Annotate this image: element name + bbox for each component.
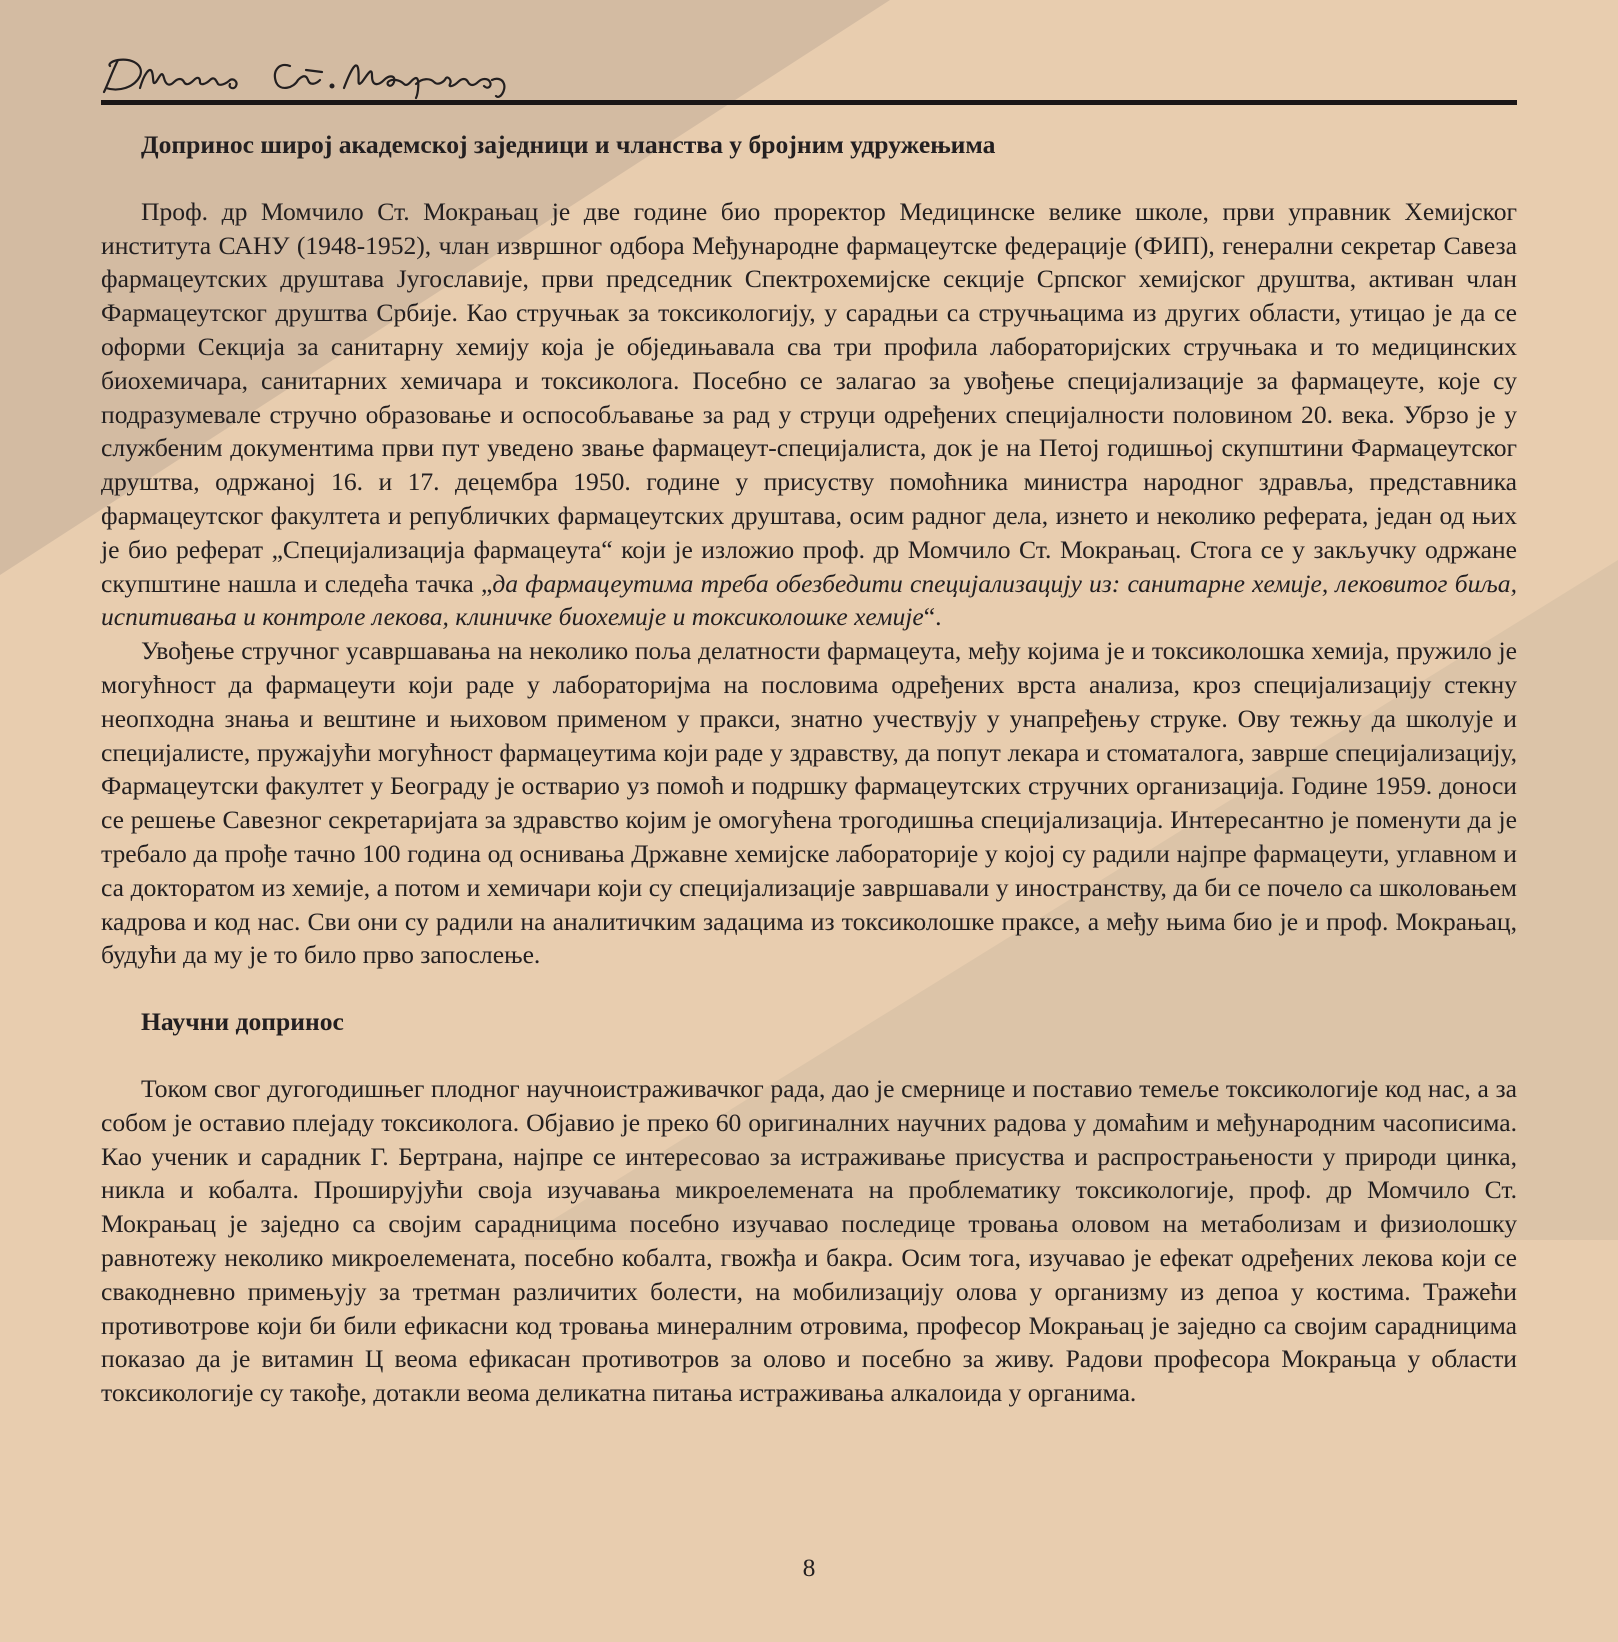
section-heading-academic-community: Допринос широј академској заједници и чланства у бројним удружењима xyxy=(141,130,996,159)
spacer xyxy=(101,972,1517,1005)
spacer xyxy=(101,162,1517,195)
paragraph-specialization xyxy=(101,634,1517,972)
signature-logo xyxy=(100,48,530,104)
quote-closing: “. xyxy=(923,602,942,632)
paragraph-text: Увођење стручног усавршавања на неколико поља делатности фармацеута, међу којима је и токсиколошка хемија, пружило је могућност да фармацеути који раде у лабораторијма на пословима одређених врста анализа, кроз специјализацију стекну неопходна знања и вештине и њиховом применом у пракси, знатно учествују у унапређењу струке. Ову тежњу да школује и специјалисте, пружајући могућност фармацеутима који раде у здравству, да попут лекара и стоматалога, заврше специјализацију, Фармацеутски факултет у Београду је остварио уз помоћ и подршку фармацеутских стручних организација. Године 1959. доноси се решење Савезног секретаријата за здравство којим је омогућена трогодишња специјализација. Интересантно је поменути да је требало да прође тачно 100 година од оснивања Државне хемијске лабораторије у којој су радили најпре фармацеути, углавном и са докторатом из хемије, а потом и хемичари који су специјализације завршавали у иностранству, да би се почело са школовањем кадрова и код нас. Сви они су радили на аналитичким задацима из токсиколошке праксе, а међу њима био је и проф. Мокрањац, будући да му је то било прво запослење. xyxy=(101,636,1517,970)
page-number: 8 xyxy=(802,1553,816,1582)
spacer xyxy=(101,1039,1517,1072)
document-body xyxy=(101,128,1517,1410)
paragraph-text: Током свог дугогодишњег плодног научноистраживачког рада, дао је смернице и поставио темеље токсикологије код нас, а за собом је оставио плејаду токсиколога. Објавио је преко 60 оригиналних научних радова у домаћим и међународним часописима. Као ученик и сарадник Г. Бертрана, најпре се интересовао за истраживање присуства и распрострањености у природи цинка, никла и кобалта. Проширујући своја изучавања микроелемената на проблематику токсикологије, проф. др Момчило Ст. Мокрањац је заједно са својим сарадницима посебно изучавао последице тровања оловом на метаболизам и физиолошку равнотежу неколико микроелемената, посебно кобалта, гвожђа и бакра. Осим тога, изучавао је ефекат одређених лекова који се свакодневно примењују за третман различитих болести, на мобилизацију олова у организму из депоа у костима. Тражећи противотрове који би били ефикасни код тровања минералним отровима, професор Мокрањац је заједно са својим сарадницима показао да је витамин Ц веома ефикасан противотров за олово и посебно за живу. Радови професора Мокрањца у области токсикологије су такође, дотакли веома деликатна питања истраживања алкалоида у органима. xyxy=(101,1073,1517,1408)
italic-quote: да фармацеутима треба обезбедити специјализацију из: санитарне хемије, лековитог биља, испитивања и контроле лекова, клиничке биохемије и токсиколошке хемије xyxy=(101,568,1517,632)
header-rule xyxy=(101,100,1517,105)
section-heading-scientific-contribution: Научни допринос xyxy=(141,1007,344,1037)
paragraph-academic-contribution xyxy=(101,195,1517,634)
paragraph-scientific-work xyxy=(101,1072,1517,1410)
paragraph-text: Проф. др Момчило Ст. Мокрањац је две године био проректор Медицинске велике школе, први управник Хемијског института САНУ (1948-1952), члан извршног одбора Међународне фармацеутске федерације (ФИП), генерални секретар Савеза фармацеутских друштава Југославије, први председник Спектрохемијске секције Српског хемијског друштва, активан члан Фармацеутског друштва Србије. Као стручњак за токсикологију, у сарадњи са стручњацима из других области, утицао је да се оформи Секција за санитарну хемију која је обједињавала сва три профила лабораторијских стручњака и то медицинских биохемичара, санитарних хемичара и токсиколога. Посебно се залагао за увођење специјализације за фармацеуте, које су подразумевале стручно образовање и оспособљавање за рад у струци одређених специјалности половином 20. века. Убрзо је у службеним документима први пут уведено звање фармацеут-специјалиста, док је на Петој годишњој скупштини Фармацеутског друштва, одржаној 16. и 17. децембра 1950. године у присуству помоћника министра народног здравља, представника фармацеутског факултета и републичких фармацеутских друштава, осим радног дела, изнето и неколико реферата, један од њих је био реферат „Специјализација фармацеута“ који је изложио проф. др Момчило Ст. Мокрањац. Стога се у закључку одржане скупштине нашла и следећа тачка „ xyxy=(101,196,1517,598)
